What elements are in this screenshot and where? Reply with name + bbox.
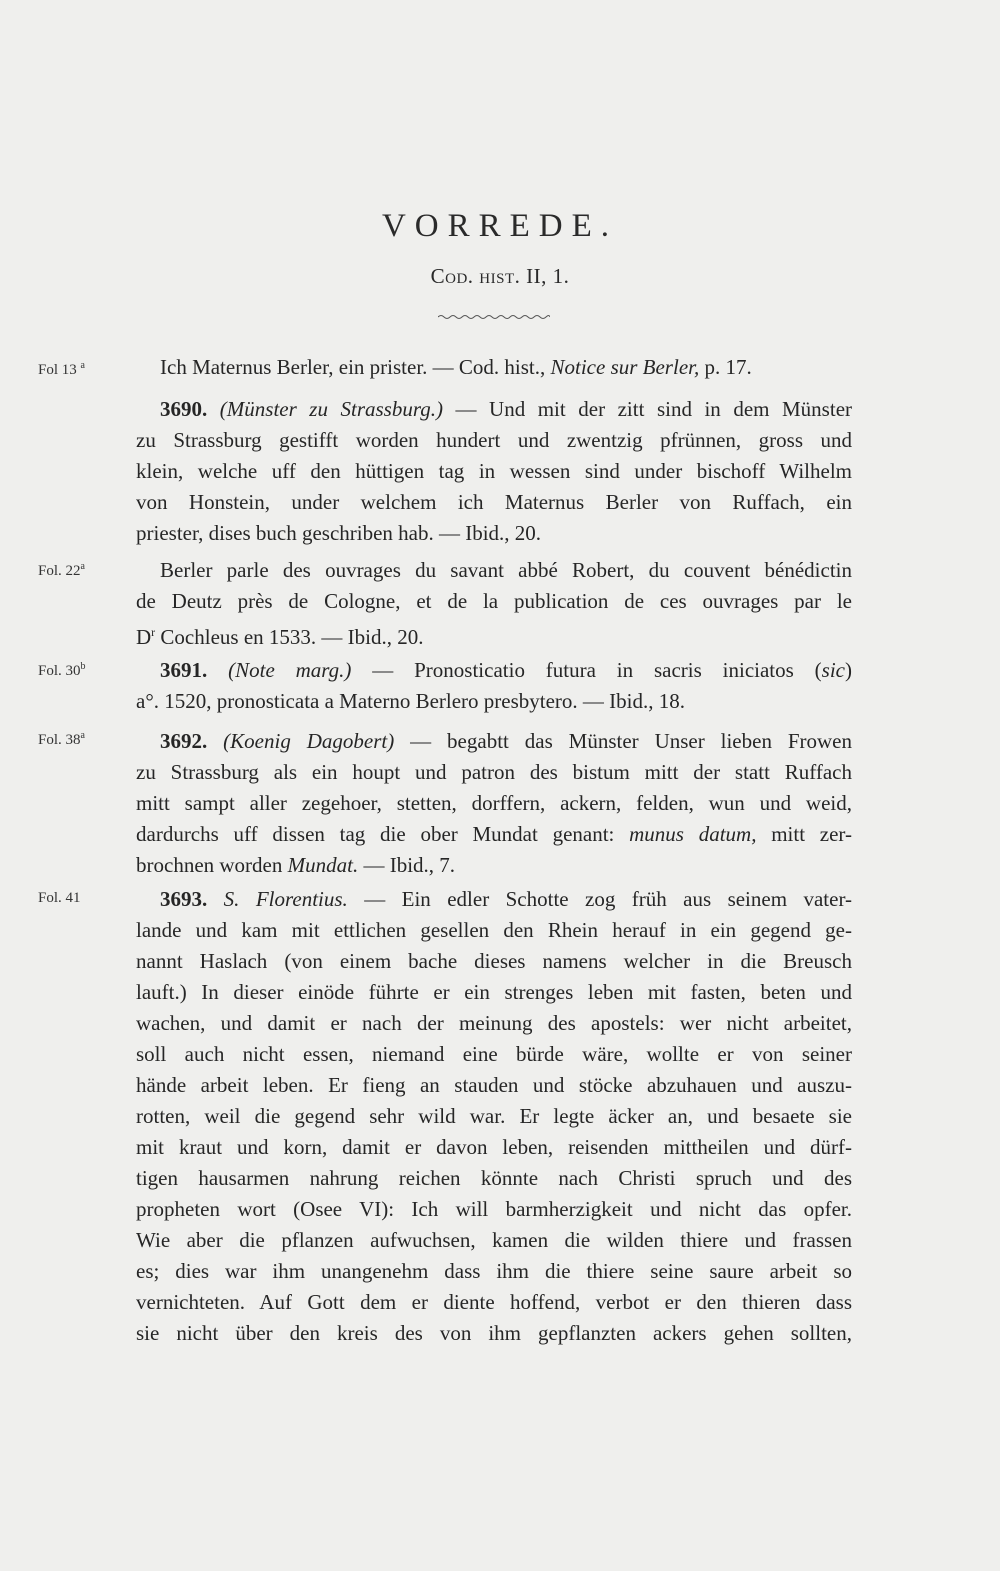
folio-label: Fol. 41 (38, 890, 81, 906)
text-line: soll auch nicht essen, niemand eine bürde wäre, wollte er von seiner (136, 1042, 852, 1066)
entry-paragraph (136, 726, 852, 881)
text-line: wachen, und damit er nach der meinung des apostels: wer nicht arbeitet, (136, 1011, 852, 1035)
text-line: a°. 1520, pronosticata a Materno Berlero presbytero. — Ibid., 18. (136, 689, 685, 713)
text-line: brochnen worden Mundat. — Ibid., 7. (136, 853, 456, 877)
folio-label: Fol. 30$^b$ (38, 661, 86, 679)
text-line: de Deutz près de Cologne, et de la publication de ces ouvrages par le (136, 589, 852, 613)
entry-heading: (Note marg.) (228, 658, 352, 682)
text-line: es; dies war ihm unangenehm dass ihm die thiere seine saure arbeit so (136, 1259, 852, 1283)
entry-heading: (Koenig Dagobert) (223, 729, 395, 753)
text-line: mit kraut und korn, damit er davon leben, reisenden mittheilen und dürf- (136, 1135, 852, 1159)
text-line: Wie aber die pflanzen aufwuchsen, kamen die wilden thiere und frassen (136, 1228, 852, 1252)
text-line: klein, welche uff den hüttigen tag in wessen sind under bischoff Wilhelm (136, 459, 852, 483)
text-line: hände arbeit leben. Er fieng an stauden und stöcke abzuhauen und auszu- (136, 1073, 852, 1097)
entry-number: 3691. (160, 658, 208, 682)
entry-heading: (Münster zu Strassburg.) (219, 397, 443, 421)
text-line: priester, dises buch geschriben hab. — Ibid., 20. (136, 521, 542, 545)
text-line: 3692. (Koenig Dagobert) — begabtt das Münster Unser lieben Frowen (160, 729, 853, 753)
text-line: Ich Maternus Berler, ein prister. — Cod. hist., Notice sur Berler, p. 17. (160, 355, 752, 379)
page-subtitle: Cod. hist. II, 1. (430, 264, 570, 288)
text-line: sie nicht über den kreis des von ihm gepflanzten ackers gehen sollten, (136, 1321, 852, 1345)
text-line: lande und kam mit ettlichen gesellen den Rhein herauf in ein gegend ge- (136, 918, 852, 942)
text-line: tigen hausarmen nahrung reichen könnte nach Christi spruch und des (136, 1166, 852, 1190)
wavy-rule (438, 314, 550, 320)
entry-paragraph (136, 394, 852, 549)
text-line: von Honstein, under welchem ich Maternus Berler von Ruffach, ein (136, 490, 852, 514)
entry-heading: S. Florentius. (223, 887, 348, 911)
text-line: nannt Haslach (von einem bache dieses namens welcher in die Breusch (136, 949, 852, 973)
entry-number: 3693. (160, 887, 208, 911)
entry-number: 3692. (160, 729, 208, 753)
entry-paragraph (136, 352, 852, 383)
text-line: rotten, weil die gegend sehr wild war. Er legte äcker an, und besaete sie (136, 1104, 852, 1128)
text-line: Berler parle des ouvrages du savant abbé Robert, du couvent bénédictin (160, 558, 852, 582)
text-line: zu Strassburg als ein houpt und patron des bistum mitt der statt Ruffach (136, 760, 852, 784)
entry-paragraph (136, 555, 852, 653)
entry-paragraph (136, 884, 852, 1349)
text-line: mitt sampt aller zegehoer, stetten, dorffern, ackern, felden, wun und weid, (136, 791, 852, 815)
text-line: 3693. S. Florentius. — Ein edler Schotte zog früh aus seinem vater- (160, 887, 853, 911)
folio-label: Fol. 22$^a$ (38, 561, 85, 579)
entry-paragraph (136, 655, 852, 717)
text-line: 3690. (Münster zu Strassburg.) — Und mit der zitt sind in dem Münster (160, 397, 853, 421)
text-line: dardurchs uff dissen tag die ober Mundat genant: munus datum, mitt zer- (136, 822, 853, 846)
folio-label: Fol 13 $^a$ (38, 360, 85, 378)
entry-number: 3690. (160, 397, 208, 421)
text-line: $D^r$ Cochleus en 1533. — Ibid., 20. (136, 625, 424, 649)
text-line: lauft.) In dieser einöde führte er ein strenges leben mit fasten, beten und (136, 980, 852, 1004)
folio-label: Fol. 38$^a$ (38, 730, 85, 748)
text-line: zu Strassburg gestifft worden hundert und zwentzig pfrünnen, gross und (136, 428, 852, 452)
page-title: VORREDE. (381, 208, 619, 244)
text-line: propheten wort (Osee VI): Ich will barmherzigkeit und nicht das opfer. (136, 1197, 852, 1221)
text-line: 3691. (Note marg.) — Pronosticatio futura in sacris iniciatos (sic) (160, 658, 852, 682)
text-line: vernichteten. Auf Gott dem er diente hoffend, verbot er den thieren dass (136, 1290, 852, 1314)
